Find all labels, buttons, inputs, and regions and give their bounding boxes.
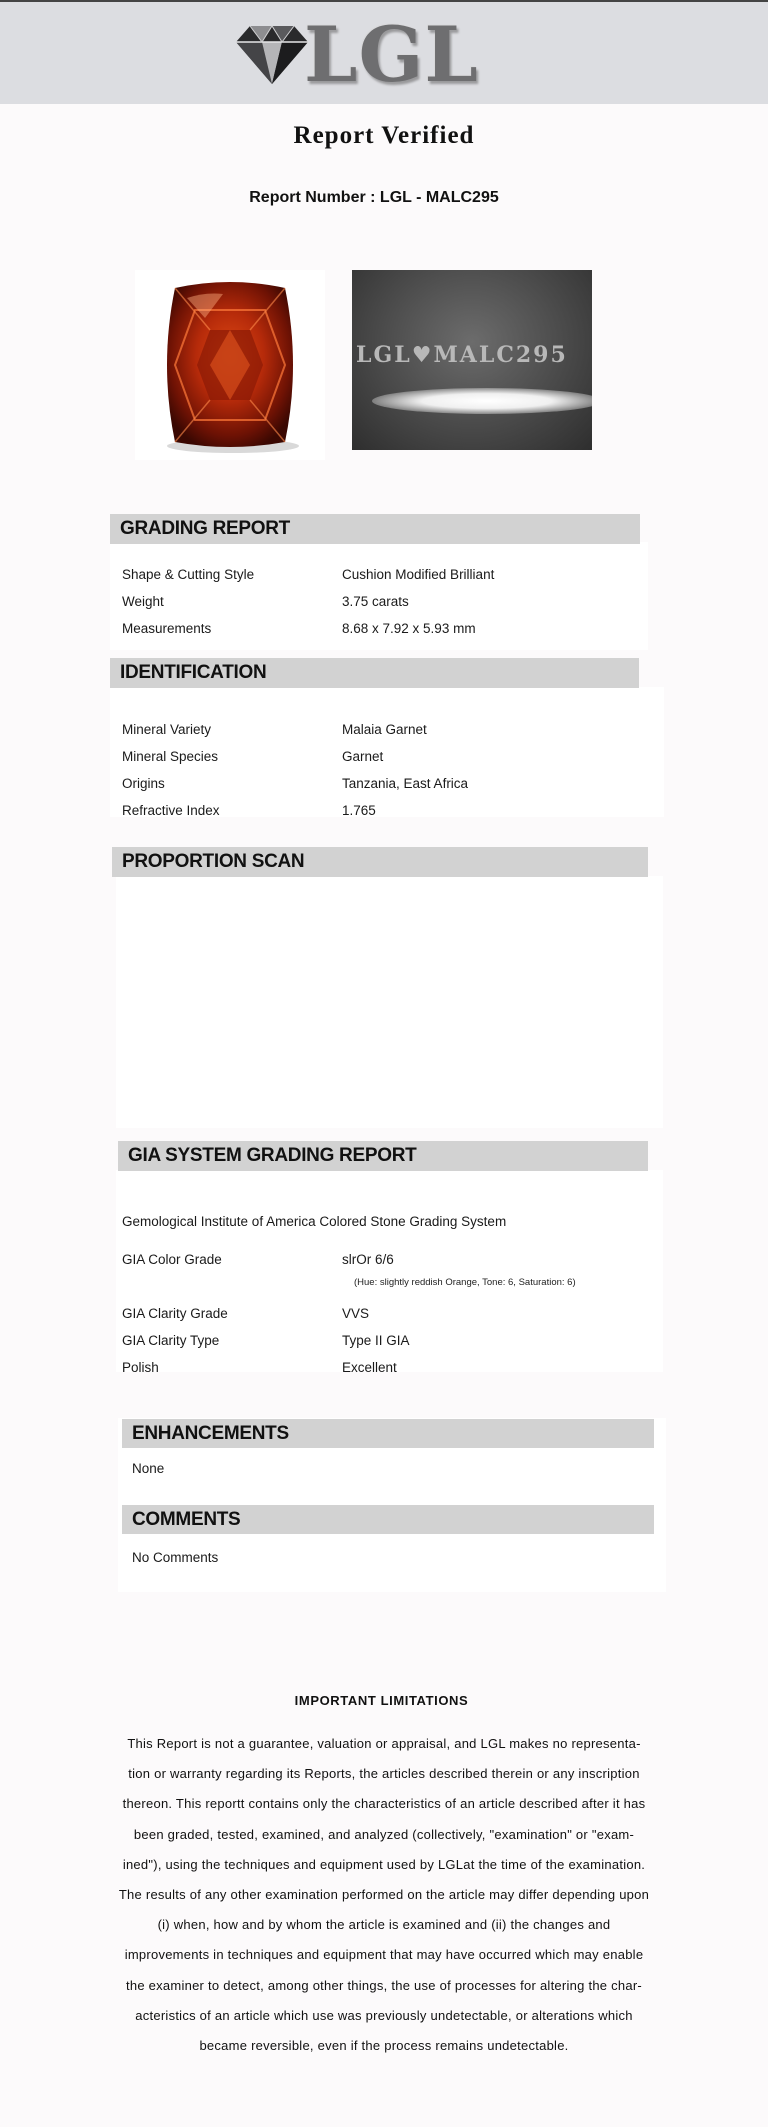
refractive-index-label: Refractive Index [122,803,220,818]
polish-label: Polish [122,1360,159,1375]
refractive-index-value: 1.765 [342,803,376,818]
identification-heading [110,658,639,688]
comments-title: COMMENTS [132,1509,241,1530]
enhancements-title: ENHANCEMENTS [132,1423,289,1444]
mineral-variety-label: Mineral Variety [122,722,212,737]
weight-value: 3.75 carats [342,594,409,609]
header-banner [0,2,768,104]
gia-color-grade-value: slrOr 6/6 [342,1252,394,1267]
origins-label: Origins [122,776,165,791]
limitations-body: This Report is not a guarantee, valuation or appraisal, and LGL makes no representa-tion or warranty regarding its Reports, the articles described therein or any inscription thereon. This reportt contains only the characteristics of an article described after it has been graded, tested, examined, and analyzed (collectively, "examination" or "exam-ined"), using the techniques and equipment used by LGLat the time of the examination. The results of any other examination performed on the article may differ depending upon (i) when, how and by whom the article is examined and (ii) the changes and improvements in techniques and equipment that may have occurred which may enable the examiner to detect, among other things, the use of processes for altering the char-acteristics of an article which use was previously undetectable, or alterations which became reversible, even if the process remains undetectable. [118,1736,650,2054]
mineral-variety-value: Malaia Garnet [342,722,427,737]
origins-value: Tanzania, East Africa [342,776,469,791]
grading-report-heading [110,514,640,544]
lgl-logo [232,10,492,99]
measurements-value: 8.68 x 7.92 x 5.93 mm [342,621,476,636]
gia-clarity-type-value: Type II GIA [342,1333,410,1348]
gemstone-photo [135,270,325,460]
gia-system-subtitle: Gemological Institute of America Colored Stone Grading System [122,1214,507,1229]
gia-clarity-type-label: GIA Clarity Type [122,1333,220,1348]
weight-label: Weight [122,594,164,609]
proportion-scan-title: PROPORTION SCAN [122,851,305,872]
enhancements-heading [122,1419,654,1448]
shape-label: Shape & Cutting Style [122,567,255,582]
grading-report-title: GRADING REPORT [120,518,290,539]
inscription-text: LGL♥MALC295 [356,342,568,368]
identification-title: IDENTIFICATION [120,662,267,683]
gia-color-note: (Hue: slightly reddish Orange, Tone: 6, Saturation: 6) [354,1277,576,1288]
proportion-scan-card [116,876,663,1128]
limitations-heading: IMPORTANT LIMITATIONS [294,1693,469,1708]
report-number: Report Number : LGL - MALC295 [249,189,499,206]
shape-value: Cushion Modified Brilliant [342,567,495,582]
inscription-photo [352,270,592,450]
gia-clarity-grade-value: VVS [342,1306,370,1321]
enhancements-value: None [132,1461,165,1476]
gia-report-heading [118,1141,648,1171]
cushion-gemstone-icon [135,270,325,460]
gia-color-grade-label: GIA Color Grade [122,1252,222,1267]
comments-value: No Comments [132,1550,219,1565]
logo-text: LGL [304,10,479,99]
light-reflection [372,388,592,414]
mineral-species-label: Mineral Species [122,749,219,764]
measurements-label: Measurements [122,621,212,636]
polish-value: Excellent [342,1360,397,1375]
gia-clarity-grade-label: GIA Clarity Grade [122,1306,228,1321]
comments-heading [122,1505,654,1534]
proportion-scan-heading [112,847,648,877]
page-title: Report Verified [293,122,475,149]
gia-report-title: GIA SYSTEM GRADING REPORT [128,1145,417,1166]
diamond-icon [236,22,308,86]
mineral-species-value: Garnet [342,749,384,764]
